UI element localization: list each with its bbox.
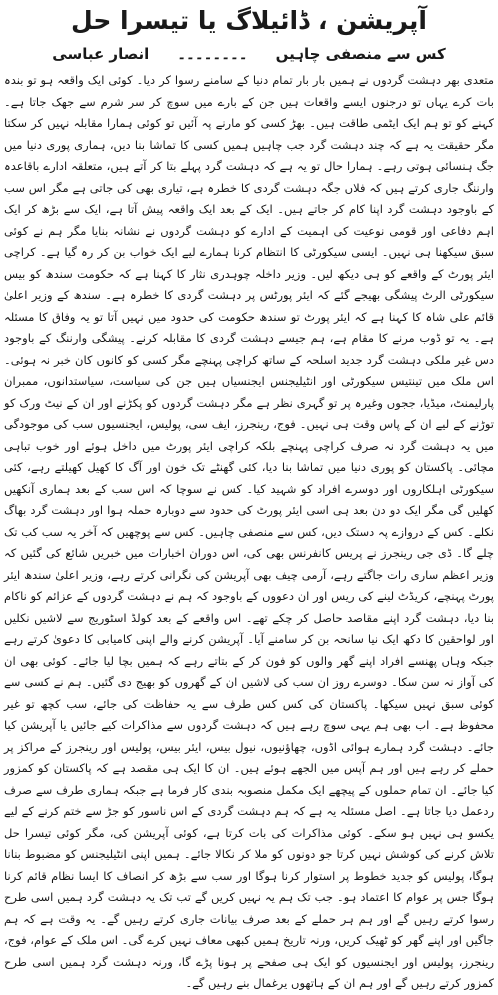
article-headline: آپریشن ، ڈائیلاگ یا تیسرا حل <box>71 6 427 35</box>
article-subtitle: کس سے منصفی چاہیں <box>275 45 446 63</box>
article-byline <box>4 44 494 64</box>
byline-separator: ۔۔۔۔۔۔۔۔ <box>177 45 248 63</box>
article-body: متعدی بھر دہشت گردوں نے ہمیں بار بار تمام دنیا کے سامنے رسوا کر دیا۔ کوئی ایک واقعہ ہو تو بندہ بات کرے یہاں تو درجنوں ایسے واقعات ہیں جن کے بارے میں سوچ کر سر شرم سے جھک جاتا ہے۔ کہنے کو تو ہم ایک ایٹمی طاقت ہیں۔ بھڑ کسی کو مارنے پہ آئیں تو کوئی ہمارا مقابلہ نہیں کر سکتا مگر حقیقت یہ ہے کہ چند دہشت گرد جب چاہیں ہمیں کسی کا تماشا بنا دیں، ہماری پوری دنیا میں جگ ہنسائی ہوتی رہے۔ ہمارا حال تو یہ ہے کہ دہشت گرد پہلے بتا کر آتے ہیں، متعلقہ ادارے باقاعدہ وارننگ جاری کرتے ہیں کہ فلاں جگہ دہشت گردی کا خطرہ ہے، تیاری بھی کی جاتی ہے مگر اس سب کے باوجود دہشت گرد اپنا کام کر جاتے ہیں۔ ایک کے بعد ایک واقعہ پیش آتا ہے، ایک سے بڑھ کر ایک اہم دفاعی اور قومی نوعیت کی اہمیت کے ادارے کو دہشت گردوں نے نشانہ بنایا مگر ہم نے کوئی سبق سیکھنا ہی نہیں۔ ایسی سیکورٹی کا انتظام کرنا ہمارے لیے ایک خواب بن کر رہ گیا ہے۔ کراچی ایئر پورٹ کے واقعے کو ہی دیکھ لیں۔ وزیر داخلہ چوہدری نثار کا کہنا ہے کہ حکومت سندھ کو بیس سیکورٹی الرٹ پیشگی بھیجے گئے کہ ایئر پورٹس پر دہشت گردی کا خطرہ ہے۔ سندھ کے وزیر اعلیٰ قائم علی شاہ کا کہنا ہے کہ ایئر پورٹ تو سندھ حکومت کی حدود میں نہیں آتا تو یہ وفاق کا مسئلہ ہے۔ یہ تو ڈوب مرنے کا مقام ہے، ہم جیسے دہشت گردی کا مقابلہ کرنے۔ پیشگی وارننگ کے باوجود دس غیر ملکی دہشت گرد جدید اسلحہ کے ساتھ کراچی پہنچے مگر کسی کو کانوں کان خبر نہ ہوئی۔ اس ملک میں تینتیس سیکورٹی اور انٹیلیجنس ایجنسیاں ہیں جن کی سیاست، سیاستدانوں، ممبران پارلیمنٹ، میڈیا، ججوں وغیرہ پر تو گہری نظر ہے مگر دہشت گردوں کو پکڑنے اور ان کے نیٹ ورک کو توڑنے کے لیے ان کے پاس وقت ہی نہیں۔ فوج، رینجرز، ایف سی، پولیس، ایجنسیوں سب کی موجودگی میں یہ دہشت گرد نہ صرف کراچی پہنچے بلکہ کراچی ایئر پورٹ میں داخل ہوئے اور خوب تباہی مچائی۔ پاکستان کو پوری دنیا میں تماشا بنا دیا، کئی گھنٹے تک خون اور آگ کا کھیل کھیلتے رہے، کئی سیکورٹی اہلکاروں اور دوسرے افراد کو شہید کیا۔ کس نے سوچا کہ اس سب کے بعد ہماری آنکھیں کھلیں گی مگر ایک دو دن بعد ہی اسی ایئر پورٹ کی حدود سے دوبارہ حملہ ہوا اور دہشت گرد بھاگ نکلے۔ کس کے دروازے پہ دستک دیں، کس سے منصفی چاہیں۔ کس سے پوچھیں کہ آخر یہ سب کب تک چلے گا۔ ڈی جی رینجرز نے پریس کانفرنس بھی کی، اس دوران اخبارات میں خبریں شائع کی گئیں کہ وزیر اعظم ساری رات جاگتے رہے، آرمی چیف بھی آپریشن کی نگرانی کرتے رہے، وزیر اعلیٰ سندھ ایئر پورٹ پہنچے، کریڈٹ لینے کی ریس اور ان دعووں کے باوجود کہ ہم نے دہشت گردوں کے عزائم کو ناکام بنا دیا، دہشت گرد اپنے مقاصد حاصل کر چکے تھے۔ اس واقعے کے بعد کولڈ اسٹوریج سے لاشیں نکلیں اور لواحقین کا دکھ ایک نیا سانحہ بن کر سامنے آیا۔ آپریشن کرنے والے اپنی کامیابی کا دعویٰ کرتے رہے جبکہ وہاں پھنسے افراد اپنے گھر والوں کو فون کر کے بتاتے رہے کہ ہمیں بچا لیا جائے۔ کوئی بھی ان کی آواز نہ سن سکا۔ دوسرے روز ان سب کی لاشیں ان کے گھروں کو بھیج دی گئیں۔ ہم نے کسی سے کوئی سبق نہیں سیکھا۔ پاکستان کی کس کس طرف سے یہ حفاظت کی جائے، سب کچھ تو غیر محفوظ ہے۔ اب بھی ہم یہی سوچ رہے ہیں کہ دہشت گردوں سے مذاکرات کیے جائیں یا آپریشن کیا جائے۔ دہشت گرد ہمارے ہوائی اڈوں، چھاؤنیوں، نیول بیس، ایئر بیس، پولیس اور رینجرز کے مراکز پر حملے کر رہے ہیں اور ہم آپس میں الجھے ہوئے ہیں۔ ان کا ایک ہی مقصد ہے کہ پاکستان کو کمزور کیا جائے۔ ان تمام حملوں کے پیچھے ایک مکمل منصوبہ بندی کار فرما ہے جبکہ ہماری طرف سے صرف ردعمل دیا جاتا ہے۔ اصل مسئلہ یہ ہے کہ ہم دہشت گردی کے اس ناسور کو جڑ سے ختم کرنے کے لیے یکسو ہی نہیں ہو سکے۔ کوئی مذاکرات کی بات کرتا ہے، کوئی آپریشن کی، مگر کوئی تیسرا حل تلاش کرنے کی کوشش نہیں کرتا جو دونوں کو ملا کر نکالا جائے۔ ہمیں اپنی انٹیلیجنس کو مضبوط بنانا ہوگا، پولیس کو جدید خطوط پر استوار کرنا ہوگا اور سب سے بڑھ کر انصاف کا ایسا نظام قائم کرنا ہوگا جس پر عوام کا اعتماد ہو۔ جب تک ہم یہ نہیں کریں گے تب تک یہ دہشت گرد ہمیں اسی طرح رسوا کرتے رہیں گے اور ہم ہر حملے کے بعد صرف بیانات جاری کرتے رہیں گے۔ یہ وقت ہے کہ ہم جاگیں اور اپنے گھر کو ٹھیک کریں، ورنہ تاریخ ہمیں کبھی معاف نہیں کرے گی۔ اس ملک کے عوام، فوج، رینجرز، پولیس اور ایجنسیوں کو ایک ہی صفحے پر ہونا پڑے گا، ورنہ دہشت گرد ہمیں اسی طرح کمزور کرتے رہیں گے اور ہم ان کے ہاتھوں یرغمال بنے رہیں گے۔ <box>4 73 494 990</box>
author-name: انصار عباسی <box>52 45 150 63</box>
